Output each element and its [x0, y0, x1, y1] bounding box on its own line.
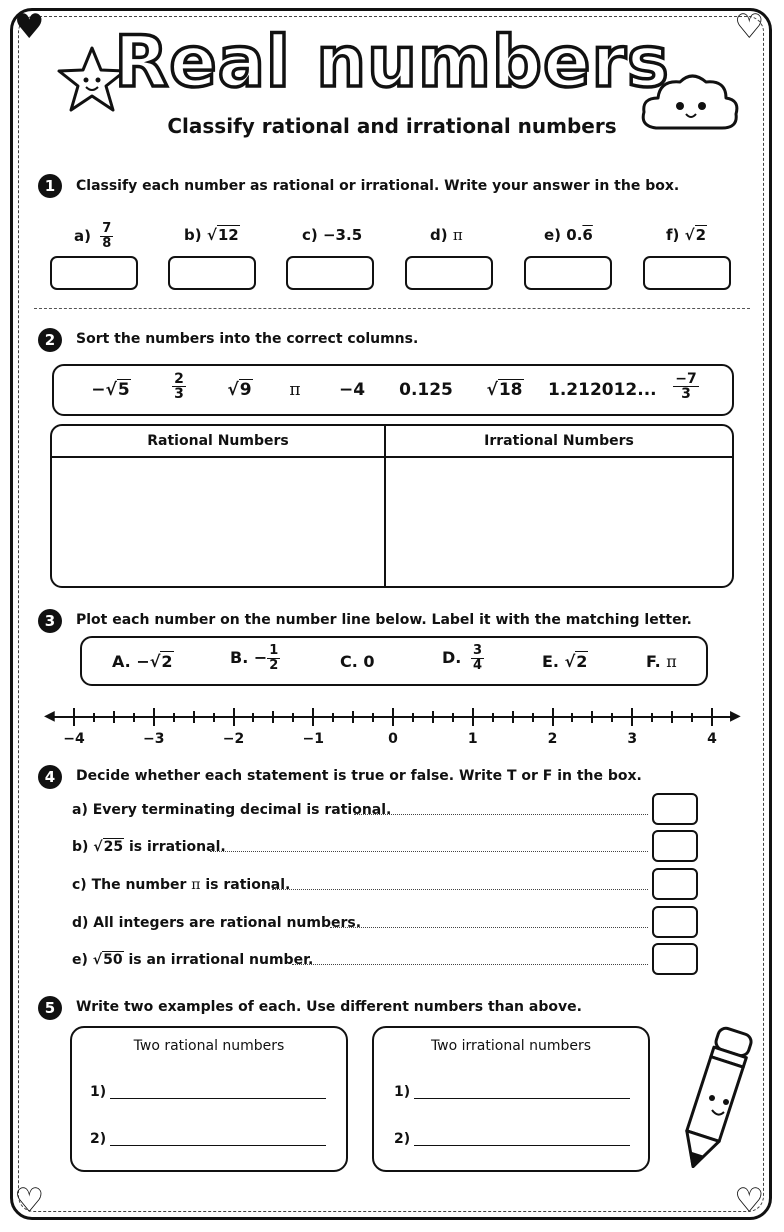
plot-item-e: E. √2 [542, 652, 588, 671]
dotted-leader [272, 889, 648, 890]
item-c: c) −3.5 [302, 226, 363, 244]
minor-tick [432, 711, 434, 723]
tf-answer-box[interactable] [652, 906, 698, 938]
answer-line[interactable] [414, 1145, 630, 1146]
section-instruction: Decide whether each statement is true or false. Write T or F in the box. [76, 768, 642, 784]
tick-label: 4 [707, 731, 717, 747]
heart-icon: ♡ [734, 1181, 765, 1221]
minor-tick [252, 713, 254, 722]
answer-line[interactable] [110, 1098, 326, 1099]
minor-tick [93, 713, 95, 722]
heart-icon: ♥ [14, 7, 45, 47]
column-header-irrational: Irrational Numbers [484, 433, 634, 449]
line-label: 1) [90, 1084, 107, 1100]
section-number: 2 [38, 328, 62, 352]
number-chip: $\frac{2}{3}$ [174, 371, 184, 402]
minor-tick [492, 713, 494, 722]
minor-tick [611, 713, 613, 722]
item-f: f) √2 [666, 226, 707, 244]
section-instruction: Sort the numbers into the correct columns. [76, 331, 419, 347]
major-tick [552, 708, 554, 726]
major-tick [312, 708, 314, 726]
arrow-left-icon: ◀ [44, 708, 55, 724]
minor-tick [372, 713, 374, 722]
statement-e: e) √50 is an irrational number. [72, 952, 314, 968]
minor-tick [272, 711, 274, 723]
minor-tick [412, 713, 414, 722]
minor-tick [691, 713, 693, 722]
dotted-leader [292, 964, 648, 965]
major-tick [631, 708, 633, 726]
heart-icon: ♡ [734, 7, 765, 47]
tick-label: 3 [627, 731, 638, 747]
section-number: 1 [38, 174, 62, 198]
rational-examples-title: Two rational numbers [133, 1038, 285, 1054]
plot-item-f: F. π [646, 652, 677, 671]
line-label: 2) [90, 1131, 107, 1147]
number-chip: √9 [227, 380, 252, 400]
tf-answer-box[interactable] [652, 830, 698, 862]
minor-tick [213, 713, 215, 722]
section-number: 3 [38, 609, 62, 633]
tf-answer-box[interactable] [652, 793, 698, 825]
line-label: 2) [394, 1131, 411, 1147]
number-chip: −4 [338, 380, 366, 400]
minor-tick [332, 713, 334, 722]
minor-tick [113, 711, 115, 723]
minor-tick [193, 711, 195, 723]
item-d: d) π [430, 226, 463, 244]
tick-label: −2 [222, 731, 245, 747]
major-tick [711, 708, 713, 726]
irrational-examples-title: Two irrational numbers [430, 1038, 592, 1054]
fraction: $\frac{7}{8}$ [102, 221, 112, 251]
column-header-rational: Rational Numbers [147, 433, 289, 449]
item-e: e) 0.6 [544, 226, 593, 244]
number-chip: √18 [486, 380, 523, 400]
statement-a: a) Every terminating decimal is rational. [72, 802, 392, 818]
tf-answer-box[interactable] [652, 868, 698, 900]
item-b: b) √12 [184, 226, 239, 244]
number-chip: π [289, 380, 301, 400]
number-chip: −√5 [91, 380, 130, 400]
section-instruction: Classify each number as rational or irrational. Write your answer in the box. [76, 178, 680, 194]
tick-label: −1 [302, 731, 324, 747]
major-tick [392, 708, 394, 726]
number-chip: 1.212012... [548, 380, 657, 400]
minor-tick [292, 713, 294, 722]
number-chip: 0.125 [399, 380, 453, 400]
dotted-leader [330, 927, 648, 928]
tick-label: 2 [547, 731, 558, 747]
minor-tick [173, 713, 175, 722]
statement-b: b) √25 is irrational. [72, 839, 226, 855]
pencil-icon [672, 1020, 758, 1178]
minor-tick [591, 711, 593, 723]
arrow-right-icon: ▶ [730, 708, 741, 724]
section-instruction: Write two examples of each. Use different numbers than above. [76, 999, 582, 1015]
tick-label: −3 [143, 731, 165, 747]
item-a: a) $\frac{7}{8}$ [74, 221, 112, 251]
tick-label: 0 [388, 731, 398, 747]
minor-tick [512, 711, 514, 723]
heart-icon: ♡ [14, 1181, 45, 1221]
major-tick [233, 708, 235, 726]
tf-answer-box[interactable] [652, 943, 698, 975]
section-number: 5 [38, 996, 62, 1020]
dotted-leader [354, 814, 648, 815]
minor-tick [571, 713, 573, 722]
plot-item-d: D. $\frac{3}{4}$ [442, 643, 482, 673]
major-tick [73, 708, 75, 726]
page-title: Real numbers [114, 21, 670, 103]
major-tick [472, 708, 474, 726]
section-number: 4 [38, 765, 62, 789]
number-chip: $\frac{-7}{3}$ [675, 371, 697, 402]
minor-tick [452, 713, 454, 722]
statement-d: d) All integers are rational numbers. [72, 915, 362, 931]
answer-line[interactable] [110, 1145, 326, 1146]
section-instruction: Plot each number on the number line below. Label it with the matching letter. [76, 612, 692, 628]
statement-c: c) The number π is rational. [72, 877, 291, 893]
plot-item-a: A. −√2 [112, 652, 173, 671]
tick-label: 1 [467, 731, 478, 747]
minor-tick [651, 713, 653, 722]
page-subtitle: Classify rational and irrational numbers [167, 114, 617, 138]
minor-tick [532, 713, 534, 722]
answer-line[interactable] [414, 1098, 630, 1099]
plot-item-b: B. − $\frac{1}{2}$ [230, 643, 279, 673]
major-tick [153, 708, 155, 726]
dotted-leader [210, 851, 648, 852]
line-label: 1) [394, 1084, 411, 1100]
minor-tick [671, 711, 673, 723]
tick-label: −4 [63, 731, 85, 747]
plot-item-c: C. 0 [340, 652, 375, 671]
minor-tick [133, 713, 135, 722]
minor-tick [352, 711, 354, 723]
